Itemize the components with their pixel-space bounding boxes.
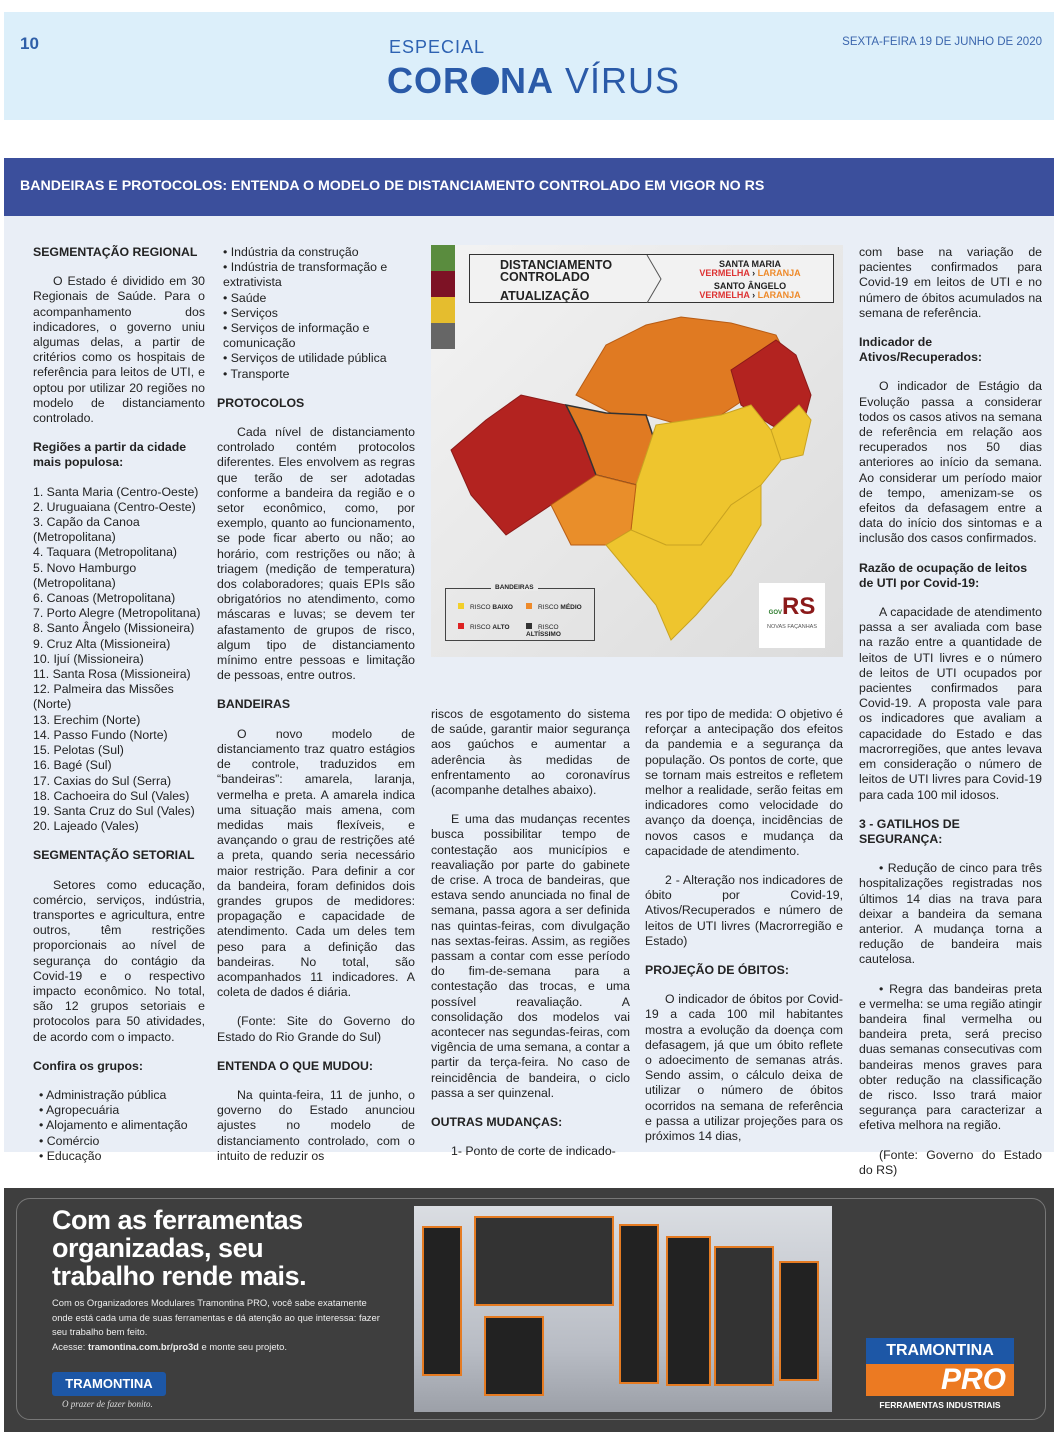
paragraph: O novo modelo de distanciamento traz quatro estágios de controle, traduzidos em “bandeiras”: amarela, laranja, vermelha e preta. A amarela indica uma situação mais amena, com medidas mais flexíveis, e avançando o grau de restrições até a preta, quando seria necessário maior restrição. Para definir a cor da bandeira, foram definidos dois grandes grupos de medidores: propagação e capacidade de atendimento. Cada um deles tem peso para a definição das bandeiras. No total, são acompanhados 11 indicadores. A coleta de dados é diária. [217, 726, 415, 1000]
column-1 [33, 245, 205, 1164]
flag-icon [526, 603, 532, 609]
list-item: 1. Santa Maria (Centro-Oeste) [33, 484, 199, 499]
list-item: 15. Pelotas (Sul) [33, 743, 124, 758]
paragraph: • Redução de cinco para três hospitalizações registradas nos últimos 14 dias na trava para deixar a bandeira da semana anterior. A mudança torna a redução de bandeira mais cautelosa. [859, 861, 1042, 967]
subheading: SEGMENTAÇÃO SETORIAL [33, 848, 195, 863]
ad-headline: Com as ferramentas organizadas, seu trabalho rende mais. [52, 1205, 307, 1291]
change-santa-maria: SANTA MARIA VERMELHA › LARANJA [699, 259, 801, 278]
tramontina-logo: TRAMONTINA [52, 1372, 166, 1396]
list-item: • Educação [39, 1148, 102, 1163]
flag-icon [458, 603, 464, 609]
subheading: OUTRAS MUDANÇAS: [431, 1115, 563, 1130]
subheading: PROJEÇÃO DE ÓBITOS: [645, 963, 789, 978]
subheading: 3 - GATILHOS DE SEGURANÇA: [859, 816, 960, 846]
paragraph: • Regra das bandeiras preta e vermelha: se uma região atingir bandeira final vermelha ou bandeira preta, será preciso duas semanas consecutivas com bandeiras menos graves para obter redução na classificação de risco. Isso trará maior segurança para caracterizar a efetiva melhora na região. [859, 981, 1042, 1133]
ad-link[interactable]: tramontina.com.br/pro3d [87, 1340, 199, 1352]
list-item: 11. Santa Rosa (Missioneira) [33, 667, 191, 682]
list-item: 7. Porto Alegre (Metropolitana) [33, 606, 201, 621]
map-update-label: ATUALIZAÇÃO [500, 289, 590, 303]
section-especial: ESPECIAL [389, 37, 486, 57]
section-title [387, 60, 680, 102]
rs-government-logo: GOVRS NOVAS FAÇANHAS [759, 583, 825, 648]
column-2 [217, 245, 415, 1178]
paragraph: (Fonte: Site do Governo do Estado do Rio Grande do Sul) [217, 1014, 415, 1044]
ad-body: Com os Organizadores Modulares Tramontina PRO, você sabe exatamente onde está cada uma de suas ferramentas e dá atenção ao que interessa: fazer seu trabalho bem feito. Acesse: tramontina.com.br/pro3d e monte seu projeto. [52, 1297, 380, 1352]
list-item: • Alojamento e alimentação [39, 1118, 188, 1133]
page-header [4, 12, 1054, 120]
subheading: Confira os grupos: [33, 1058, 143, 1073]
list-item: 20. Lajeado (Vales) [33, 819, 139, 834]
list-item: 14. Passo Fundo (Norte) [33, 727, 168, 742]
flag-icon [458, 623, 464, 629]
legend-risk-very-high: RISCO ALTÍSSIMO [526, 624, 561, 638]
list-item: 17. Caxias do Sul (Serra) [33, 773, 172, 788]
title-part: NA [500, 60, 554, 101]
paragraph: 1- Ponto de corte de indicado- [451, 1144, 616, 1159]
list-item: 19. Santa Cruz do Sul (Vales) [33, 803, 195, 818]
list-item: • Comércio [39, 1133, 100, 1148]
list-item: 6. Canoas (Metropolitana) [33, 591, 176, 606]
paragraph: res por tipo de medida: O objetivo é reforçar a antecipação dos efeitos da pandemia e a segurança da população. Os pontos de corte, que se tornam mais estreitos e refletem melhor a realidade, serão feitas em indicadores como velocidade do avanço da doença, incidências de novos casos e mudança da capacidade de atendimento. [645, 707, 843, 858]
title-part: VÍRUS [554, 60, 681, 101]
list-item: • Indústria de transformação e extrativista [223, 260, 388, 290]
list-item: 10. Ijuí (Missioneira) [33, 651, 144, 666]
list-item: • Administração pública [39, 1087, 167, 1102]
ad-slogan: O prazer de fazer bonito. [62, 1399, 153, 1409]
legend-risk-high: RISCO ALTO [458, 623, 510, 631]
list-item: • Saúde [223, 290, 267, 305]
subheading: Indicador de Ativos/Recuperados: [859, 335, 982, 365]
list-item: 8. Santo Ângelo (Missioneira) [33, 621, 195, 636]
paragraph: O Estado é dividido em 30 Regionais de Saúde. Para o acompanhamento dos indicadores, o governo uniu algumas delas, a partir de critérios como os hospitais de referência para leitos de UTI, e optou por utilizar 20 regiões no modelo de distanciamento controlado. [33, 274, 205, 426]
list-item: 12. Palmeira das Missões (Norte) [33, 682, 174, 712]
column-5 [859, 245, 1042, 1192]
stripe-gray [431, 323, 455, 349]
column-4 [645, 707, 843, 1158]
legend-risk-medium: RISCO MÉDIO [526, 603, 582, 611]
subheading: Regiões a partir da cidade mais populosa: [33, 440, 187, 470]
subheading: ENTENDA O QUE MUDOU: [217, 1058, 373, 1073]
list-item: 18. Cachoeira do Sul (Vales) [33, 788, 190, 803]
stripe-darkred [431, 271, 455, 297]
list-item: 5. Novo Hamburgo (Metropolitana) [33, 560, 137, 590]
column-3 [431, 707, 630, 1173]
list-item: • Agropecuária [39, 1103, 120, 1118]
paragraph: riscos de esgotamento do sistema de saúde, garantir maior segurança aos gaúchos e aumentar a aderência às medidas de enfrentamento ao coronavírus (acompanhe detalhes abaixo). [431, 707, 630, 798]
list-item: 13. Erechim (Norte) [33, 712, 141, 727]
subheading: SEGMENTAÇÃO REGIONAL [33, 245, 198, 259]
list-item: • Serviços de informação e comunicação [223, 321, 370, 351]
virus-icon [471, 67, 499, 95]
paragraph: (Fonte: Governo do Estado do RS) [859, 1147, 1042, 1177]
flag-icon [526, 623, 532, 629]
workshop-cabinets-photo [414, 1206, 832, 1412]
flag-legend [445, 584, 595, 641]
paragraph: O indicador de Estágio da Evolução passa a considerar todos os casos ativos na semana de referência em relação aos recuperados nos 50 dias anteriores ao início da semana. Ao considerar um período maior de tempo, amenizam-se os efeitos da defasagem entre a data do início dos sintomas e a inclusão dos casos confirmados. [859, 379, 1042, 546]
map-title-box [469, 254, 834, 303]
tramontina-pro-logo: TRAMONTINA PRO FERRAMENTAS INDUSTRIAIS [866, 1338, 1014, 1410]
distancing-map-infographic [431, 245, 843, 657]
subheading: PROTOCOLOS [217, 395, 305, 410]
paragraph: Setores como educação, comércio, serviços, indústria, transportes e agricultura, entre outros, têm restrições proporcionais ao nível de segurança do contágio da Covid-19 e o respectivo impacto econômico. No total, são 12 grupos setoriais e protocolos para 50 atividades, de acordo com o impacto. [33, 877, 205, 1044]
list-item: 3. Capão da Canoa (Metropolitana) [33, 515, 140, 545]
subheading: Razão de ocupação de leitos de UTI por Covid-19: [859, 560, 1028, 590]
article-headline: BANDEIRAS E PROTOCOLOS: ENTENDA O MODELO DE DISTANCIAMENTO CONTROLADO EM VIGOR NO RS [4, 158, 1054, 216]
subheading: BANDEIRAS [217, 697, 291, 712]
list-item: • Serviços [223, 305, 278, 320]
paragraph: O indicador de óbitos por Covid-19 a cada 100 mil habitantes mostra a evolução da doença com defasagem, já que um óbito reflete o adoecimento de semanas atrás. Sendo assim, o cálculo deixa de utilizar o número de óbitos ocorridos na semana de referência e passa a utilizar projeções para os próximos 14 dias, [645, 992, 843, 1144]
edition-date: SEXTA-FEIRA 19 DE JUNHO DE 2020 [842, 36, 1042, 48]
list-item: 2. Uruguaiana (Centro-Oeste) [33, 499, 196, 514]
paragraph: com base na variação de pacientes confirmados para Covid-19 em leitos de UTI e no número de óbitos acumulados na semana de referência. [859, 245, 1042, 320]
chevron-icon [645, 255, 665, 303]
paragraph: 2 - Alteração nos indicadores de óbito por Covid-19, Ativos/Recuperados e número de leitos de UTI livres (Macrorregião e Estado) [645, 873, 843, 948]
list-item: 16. Bagé (Sul) [33, 758, 112, 773]
paragraph: Cada nível de distanciamento controlado contém protocolos diferentes. Eles envolvem as regras que terão de ser adotadas conforme a bandeira da região e o setor econômico, como, por exemplo, quanto ao funcionamento, se pode ficar aberto ou não; ao horário, com restrições ou não; à triagem (medição de temperatura) dos colaboradores; quais EPIs são obrigatórios no atendimento, como máscaras e luvas; se devem ter afastamento de grupos de risco, algum tipo de distanciamento mínimo entre pessoas e limitação de pessoas, entre outros. [217, 425, 415, 683]
title-part: COR [387, 60, 470, 101]
list-item: • Indústria da construção [223, 245, 359, 259]
stripe-yellow [431, 297, 455, 323]
paragraph: Na quinta-feira, 11 de junho, o governo do Estado anunciou ajustes no modelo de distanciamento controlado, com o intuito de reduzir os [217, 1087, 415, 1163]
change-santo-angelo: SANTO ÂNGELO VERMELHA › LARANJA [699, 281, 801, 300]
list-item: 9. Cruz Alta (Missioneira) [33, 636, 171, 651]
legend-title: BANDEIRAS [491, 584, 538, 591]
list-item: • Serviços de utilidade pública [223, 351, 387, 366]
stripe-green [431, 245, 455, 271]
legend-risk-low: RISCO BAIXO [458, 603, 513, 611]
list-item: • Transporte [223, 366, 290, 381]
tramontina-advertisement[interactable] [4, 1188, 1054, 1432]
map-title: DISTANCIAMENTO CONTROLADO [500, 258, 613, 284]
paragraph: E uma das mudanças recentes busca possibilitar tempo de contestação aos municípios e reavaliação por parte do gabinete de crise. A troca de bandeiras, que estava sendo anunciada no final de semana, passa agora a ser definida nas quintas-feiras, com divulgação nas sextas-feiras. Assim, as regiões passam a contar com esse período do fim-de-semana para a contestação das trocas, e uma possível reavaliação. A consolidação dos modelos vai acontecer nas segundas-feiras, com vigência de uma semana, a contar a partir da terça-feira. No caso de reincidência de bandeira, o ciclo passa a ser quinzenal. [431, 812, 630, 1100]
paragraph: A capacidade de atendimento passa a ser avaliada com base na razão entre a quantidade de leitos de UTI livres e o número de leitos de UTI ocupados por pacientes confirmados para Covid-19. A proposta vale para os indicadores que avaliam a capacidade do Estado e das macrorregiões, que antes levava em consideração o número de leitos de UTI livres para Covid-19 para cada 100 mil idosos. [859, 605, 1042, 802]
list-item: 4. Taquara (Metropolitana) [33, 545, 178, 560]
page-number: 10 [20, 34, 39, 53]
